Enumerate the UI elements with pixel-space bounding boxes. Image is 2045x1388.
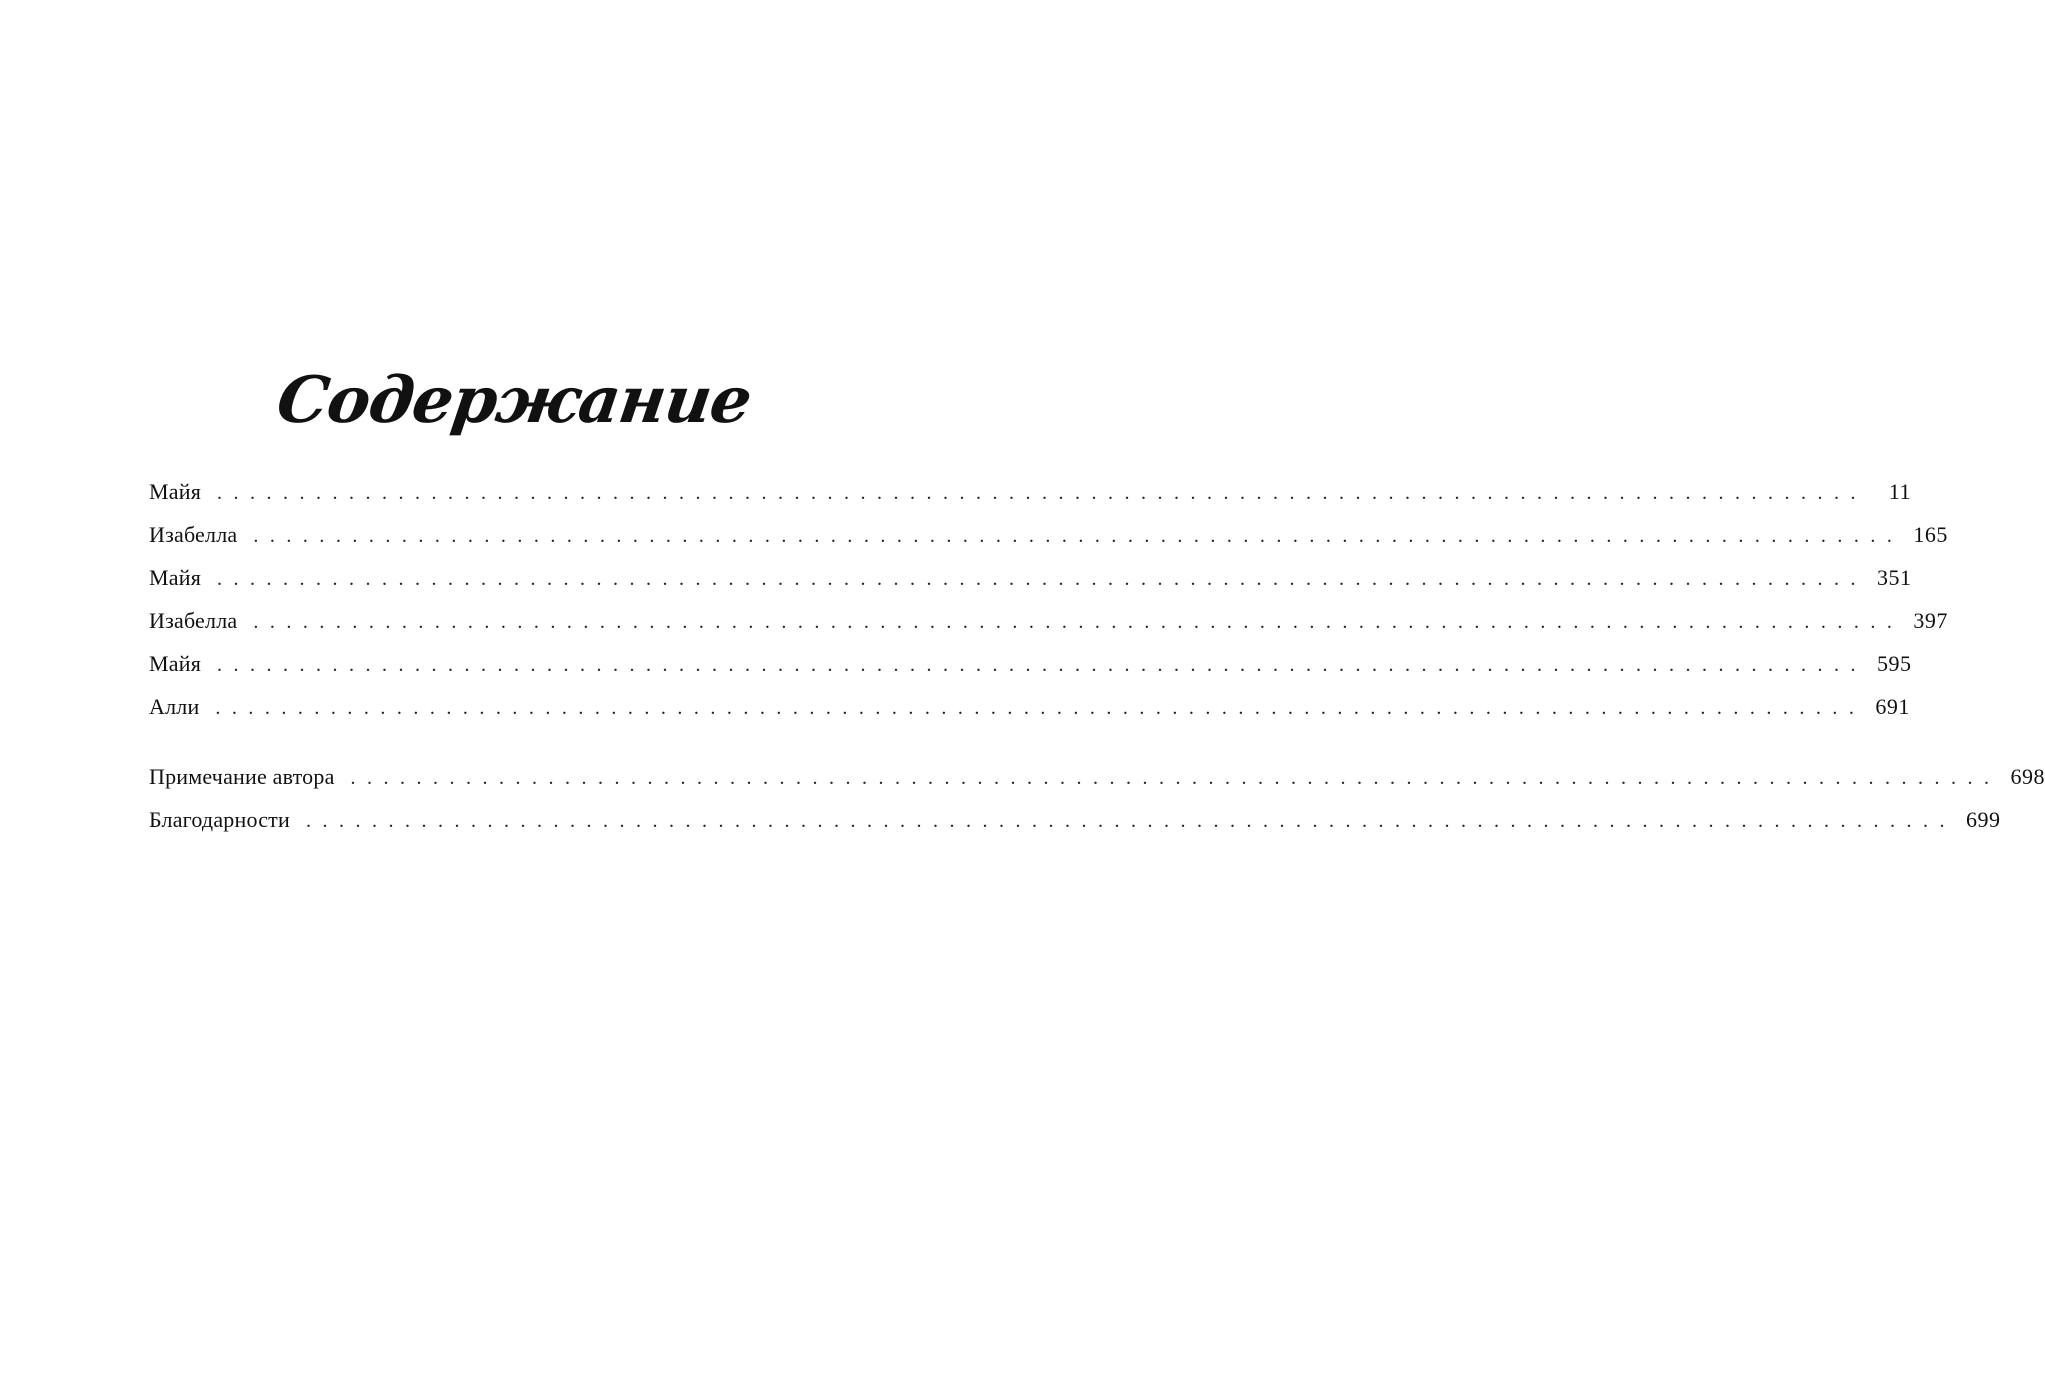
toc-entry-page: 595	[1877, 651, 1912, 676]
toc-entry-label: Примечание автора	[149, 755, 351, 798]
toc-entry-label: Алли	[149, 685, 215, 728]
dot-leader: ....................................................................................................	[217, 654, 1868, 676]
toc-group-backmatter	[149, 755, 2045, 841]
toc-entry-label: Изабелла	[149, 599, 253, 642]
table-of-contents	[149, 470, 2045, 841]
toc-entry[interactable]	[149, 470, 1912, 513]
toc-entry-page: 351	[1877, 565, 1912, 590]
dot-leader: ....................................................................................................	[215, 697, 1866, 719]
toc-entry-label: Майя	[149, 470, 217, 513]
toc-entry[interactable]	[149, 599, 1948, 642]
dot-leader: ....................................................................................................	[217, 482, 1868, 504]
toc-group-chapters	[149, 470, 1948, 728]
dot-leader: ....................................................................................................	[253, 611, 1904, 633]
toc-entry-page: 691	[1875, 694, 1910, 719]
dot-leader: ....................................................................................................	[305, 810, 1956, 832]
toc-entry[interactable]	[149, 685, 1910, 728]
toc-entry-label: Майя	[149, 556, 217, 599]
toc-entry-page: 397	[1913, 608, 1948, 633]
toc-entry[interactable]	[149, 642, 1912, 685]
toc-entry[interactable]	[149, 798, 2001, 841]
toc-entry-label: Майя	[149, 642, 217, 685]
toc-entry-label: Изабелла	[149, 513, 253, 556]
toc-entry[interactable]	[149, 556, 1912, 599]
toc-entry-page: 11	[1888, 479, 1912, 504]
toc-entry-label: Благодарности	[149, 798, 306, 841]
dot-leader: ....................................................................................................	[217, 568, 1868, 590]
dot-leader: ....................................................................................................	[350, 767, 2001, 789]
toc-entry-page: 699	[1965, 807, 2001, 832]
toc-entry[interactable]	[149, 513, 1948, 556]
page-title: Содержание	[272, 362, 756, 438]
dot-leader: ....................................................................................................	[253, 525, 1904, 547]
toc-entry-page: 698	[2010, 764, 2045, 789]
toc-entry-page: 165	[1913, 522, 1948, 547]
toc-entry[interactable]	[149, 755, 2045, 798]
